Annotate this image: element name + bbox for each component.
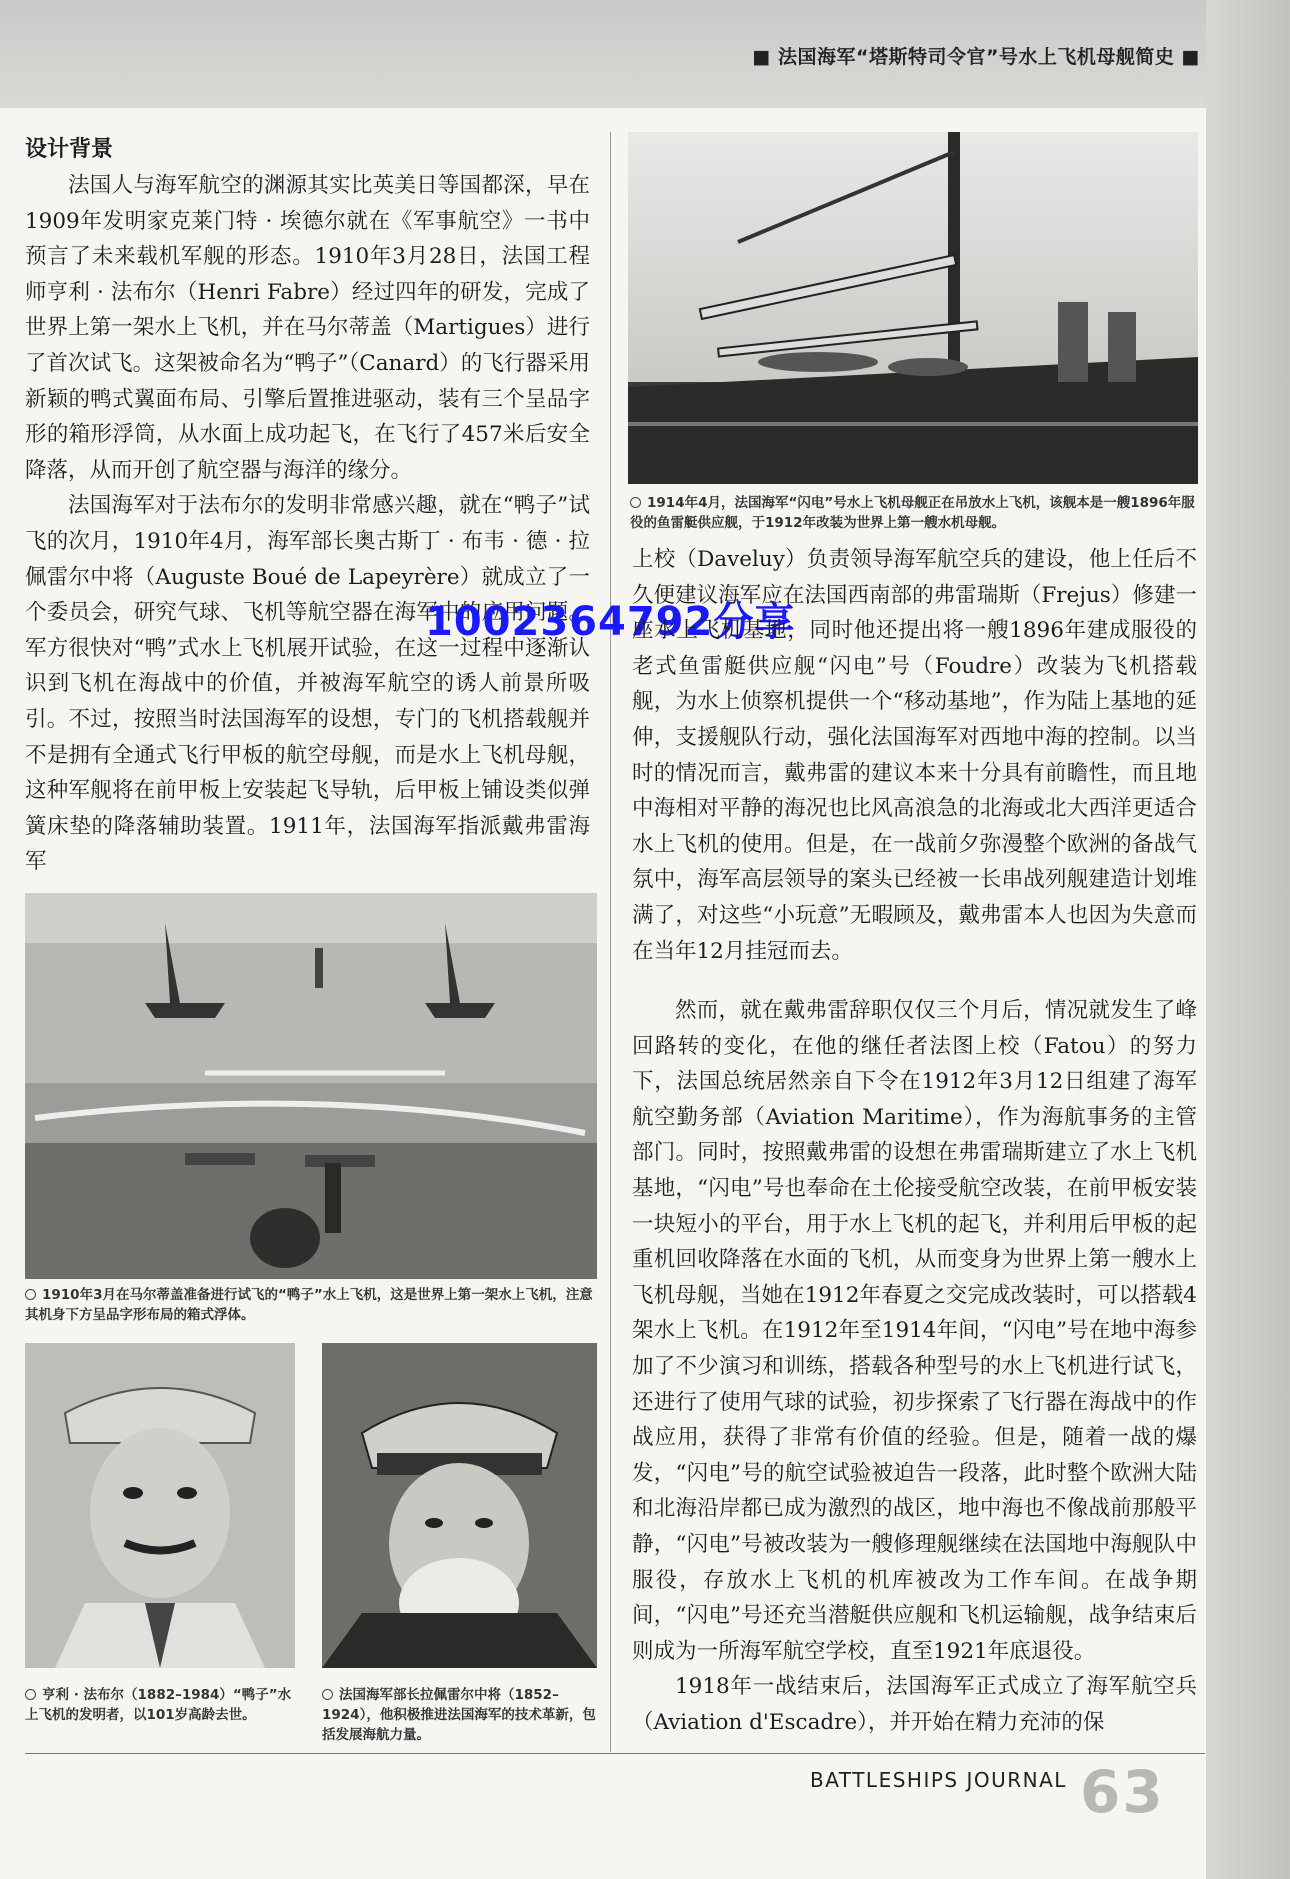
section-heading: 设计背景 [25,137,114,162]
margin-band [1206,0,1290,1879]
paragraph: 1918年一战结束后，法国海军正式成立了海军航空兵（Aviation d'Escadre），并开始在精力充沛的保 [632,1674,1197,1735]
paragraph: 法国海军对于法布尔的发明非常感兴趣，就在“鸭子”试飞的次月，1910年4月，海军部长奥古斯丁 · 布韦 · 德 · 拉佩雷尔中将（Auguste Boué de Lapeyrère）就成立了一个委员会，研究气球、飞机等航空器在海军中的应用问题。军方很快对“鸭”式水上飞机展开试验，在这一过程中逐渐认识到飞机在海战中的价值，并被海军航空的诱人前景所吸引。不过，按照当时法国海军的设想，专门的飞机搭载舰并不是拥有全通式飞行甲板的航空母舰，而是水上飞机母舰，这种军舰将在前甲板上安装起飞导轨，后甲板上铺设类似弹簧床垫的降落辅助装置。1911年，法国海军指派戴弗雷海军 [25,493,590,875]
paragraph: 法国人与海军航空的渊源其实比英美日等国都深，早在1909年发明家克莱门特 · 埃德尔就在《军事航空》一书中预言了未来载机军舰的形态。1910年3月28日，法国工程师亨利 · 法布尔（Henri Fabre）经过四年的研发，完成了世界上第一架水上飞机，并在马尔蒂盖（Martigues）进行了首次试飞。这架被命名为“鸭子”（Canard）的飞行器采用新颖的鸭式翼面布局、引擎后置推进驱动，装有三个呈品字形的箱形浮筒，从水面上成功起飞，在飞行了457米后安全降落，从而开创了航空器与海洋的缘分。 [25,173,590,483]
right-column-text-bottom [632,993,1197,1740]
footer-rule [25,1753,1205,1754]
paragraph: 上校（Daveluy）负责领导海军航空兵的建设，他上任后不久便建议海军应在法国西南部的弗雷瑞斯（Frejus）修建一座水上飞机基地，同时他还提出将一艘1896年建成服役的老式鱼雷艇供应舰“闪电”号（Foudre）改装为飞机搭载舰，为水上侦察机提供一个“移动基地”，作为陆上基地的延伸，支援舰队行动，强化法国海军对西地中海的控制。以当时的情况而言，戴弗雷的建议本来十分具有前瞻性，而且地中海相对平静的海况也比风高浪急的北海或北大西洋更适合水上飞机的使用。但是，在一战前夕弥漫整个欧洲的备战气氛中，海军高层领导的案头已经被一长串战列舰建造计划堆满了，对这些“小玩意”无暇顾及，戴弗雷本人也因为失意而在当年12月挂冠而去。 [632,547,1197,964]
caption-fabre: 亨利 · 法布尔（1882–1984）“鸭子”水上飞机的发明者，以101岁高龄去世。 [25,1687,292,1723]
column-divider [610,132,611,1752]
paragraph: 然而，就在戴弗雷辞职仅仅三个月后，情况就发生了峰回路转的变化，在他的继任者法图上校（Fatou）的努力下，法国总统居然亲自下令在1912年3月12日组建了海军航空勤务部（Aviation Maritime），作为海航事务的主管部门。同时，按照戴弗雷的设想在弗雷瑞斯建立了水上飞机基地，“闪电”号也奉命在土伦接受航空改装，在前甲板安装一块短小的平台，用于水上飞机的起飞，并利用后甲板的起重机回收降落在水面的飞机，从而变身为世界上第一艘水上飞机母舰，当她在1912年春夏之交完成改装时，可以搭载4架水上飞机。在1912年至1914年间，“闪电”号在地中海参加了不少演习和训练，搭载各种型号的水上飞机进行试飞，还进行了使用气球的试验，初步探索了飞行器在海战中的作战应用，获得了非常有价值的经验。但是，随着一战的爆发，“闪电”号的航空试验被迫告一段落，此时整个欧洲大陆和北海沿岸都已成为激烈的战区，地中海也不像战前那般平静，“闪电”号被改装为一艘修理舰继续在法国地中海舰队中服役，存放水上飞机的机库被改为工作车间。在战争期间，“闪电”号还充当潜艇供应舰和飞机运输舰，战争结束后则成为一所海军航空学校，直至1921年底退役。 [632,998,1197,1664]
photo-canard-image [25,893,597,1279]
caption-bullet-icon [25,1689,36,1700]
page-number: 63 [1080,1758,1165,1826]
caption-bullet-icon [25,1289,36,1300]
running-title: ■ 法国海军“塔斯特司令官”号水上飞机母舰简史 ■ [752,46,1200,68]
caption-bullet-icon [322,1689,333,1700]
left-column-text [25,168,590,880]
caption-foudre: 1914年4月，法国海军“闪电”号水上飞机母舰正在吊放水上飞机，该舰本是一艘1896年服役的鱼雷艇供应舰，于1912年改装为世界上第一艘水机母舰。 [630,495,1195,531]
photo-canard-seaplane [25,893,597,1279]
photo-henri-fabre-portrait [25,1343,295,1668]
caption-lapeyrere: 法国海军部长拉佩雷尔中将（1852–1924），他积极推进法国海军的技术革新，包括发展海航力量。 [322,1687,596,1743]
photo-lapeyrere-portrait [322,1343,597,1668]
right-column-text-top [632,542,1197,969]
photo-fabre-image [25,1343,295,1668]
caption-canard: 1910年3月在马尔蒂盖准备进行试飞的“鸭子”水上飞机，这是世界上第一架水上飞机，注意其机身下方呈品字形布局的箱式浮体。 [25,1287,593,1323]
caption-bullet-icon [630,497,641,508]
watermark-text: 1002364792分享 [425,599,796,645]
photo-foudre-seaplane-carrier [628,132,1198,484]
photo-lapeyrere-image [322,1343,597,1668]
journal-name: BATTLESHIPS JOURNAL [810,1768,1067,1792]
photo-foudre-image [628,132,1198,484]
